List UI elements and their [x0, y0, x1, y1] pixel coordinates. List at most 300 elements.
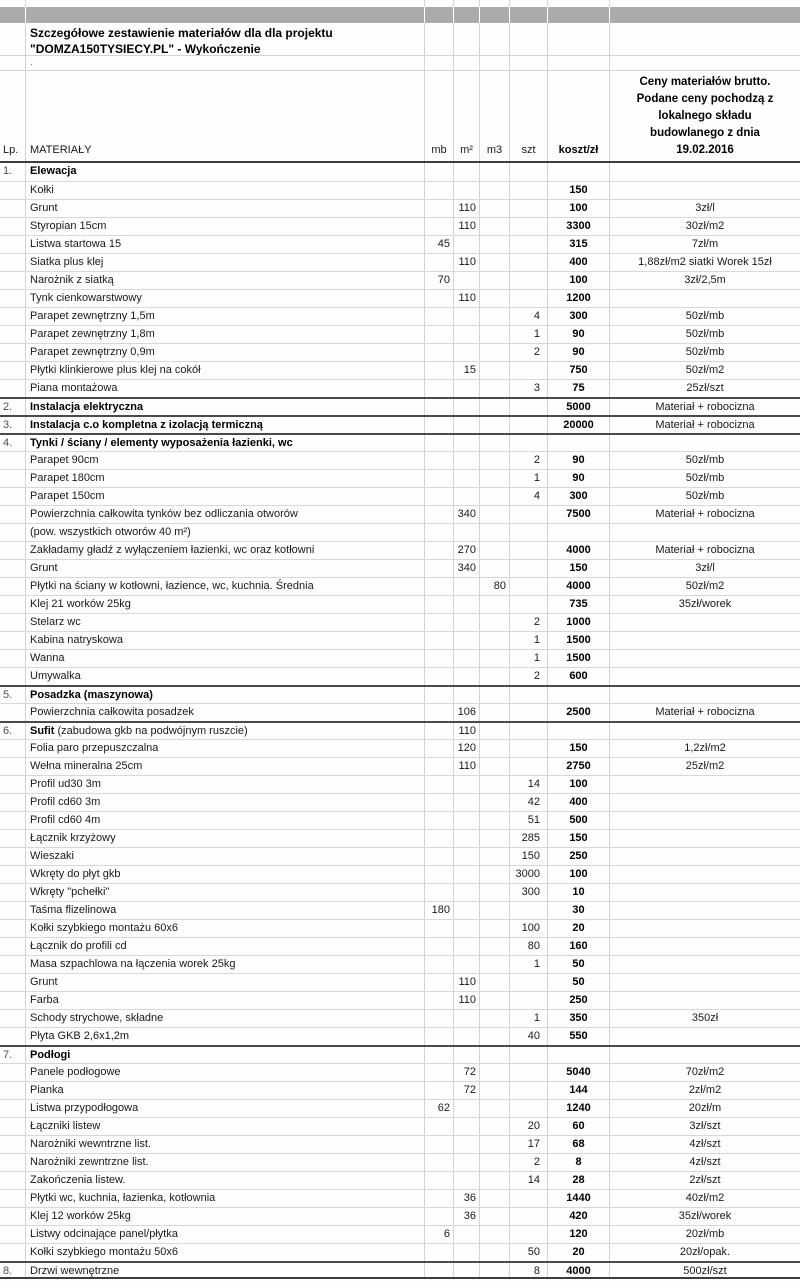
szt-value: 42 [510, 794, 548, 811]
m3-value [480, 163, 510, 181]
material-label: Płytki na ściany w kotłowni, łazience, wc, kuchnia. Średnia [30, 580, 314, 592]
szt-value: 2 [510, 614, 548, 631]
cost-value: 150 [548, 830, 610, 847]
mb-value [425, 1154, 454, 1171]
m3-value [480, 704, 510, 721]
material-name [26, 254, 425, 271]
price-note [610, 812, 800, 829]
mb-value [425, 992, 454, 1009]
price-note [610, 884, 800, 901]
material-name [26, 1226, 425, 1243]
szt-value: 4 [510, 488, 548, 505]
mb-value [425, 956, 454, 973]
m3-value [480, 812, 510, 829]
mb-value [425, 614, 454, 631]
row-number [0, 884, 26, 901]
m3-value [480, 182, 510, 199]
table-row [0, 667, 800, 685]
m2-value [454, 596, 480, 613]
cost-value: 150 [548, 560, 610, 577]
table-row [0, 577, 800, 595]
cost-value: 7500 [548, 506, 610, 523]
mb-value [425, 1082, 454, 1099]
material-name [26, 1028, 425, 1045]
price-note: 50zł/mb [685, 310, 725, 322]
m2-value [454, 1047, 480, 1063]
mb-value [425, 308, 454, 325]
material-label: Grunt [30, 202, 58, 214]
table-row [0, 703, 800, 721]
m3-value [480, 452, 510, 469]
section-row [0, 721, 800, 739]
price-note: 20zł/opak. [679, 1246, 731, 1258]
dot-row [0, 56, 800, 71]
cost-value: 1500 [548, 632, 610, 649]
cost-value [548, 524, 610, 541]
material-name [26, 902, 425, 919]
m2-value [454, 380, 480, 397]
szt-value [510, 687, 548, 703]
m2-value [454, 182, 480, 199]
material-label: Kołki szybkiego montażu 60x6 [30, 922, 178, 934]
m2-value: 340 [454, 506, 480, 523]
m3-value [480, 938, 510, 955]
szt-value [510, 290, 548, 307]
table-row [0, 325, 800, 343]
m3-value [480, 992, 510, 1009]
material-label: Kabina natryskowa [30, 634, 123, 646]
material-name [26, 163, 425, 181]
material-name [26, 236, 425, 253]
row-number [0, 632, 26, 649]
szt-value [510, 435, 548, 451]
material-label: Listwa przypodłogowa [30, 1102, 139, 1114]
m3-value [480, 344, 510, 361]
price-note: Materiał + robocizna [655, 401, 755, 413]
m2-value [454, 435, 480, 451]
row-number [0, 758, 26, 775]
dot-cell: . [26, 56, 425, 70]
table-row [0, 595, 800, 613]
cost-value: 30 [548, 902, 610, 919]
title-row [0, 23, 800, 56]
mb-value [425, 200, 454, 217]
m3-value: 80 [480, 578, 510, 595]
table-row [0, 199, 800, 217]
material-label: Farba [30, 994, 59, 1006]
m2-value [454, 1226, 480, 1243]
cost-value: 90 [548, 470, 610, 487]
m3-value [480, 524, 510, 541]
cost-value: 20000 [548, 417, 610, 433]
price-note: 3zł/l [695, 562, 715, 574]
price-note-line: Podane ceny pochodzą z [636, 93, 774, 105]
mb-value [425, 668, 454, 685]
m3-value [480, 740, 510, 757]
row-number [0, 1226, 26, 1243]
table-row [0, 901, 800, 919]
price-note-header [610, 74, 800, 159]
material-label: Sufit [30, 725, 55, 737]
row-number: 5. [0, 687, 26, 703]
m3-value [480, 596, 510, 613]
mb-value [425, 920, 454, 937]
cost-value: 20 [548, 920, 610, 937]
section-row [0, 397, 800, 415]
mb-value [425, 723, 454, 739]
m3-value [480, 1226, 510, 1243]
szt-value: 2 [510, 668, 548, 685]
mb-value [425, 435, 454, 451]
material-label: Klej 12 worków 25kg [30, 1210, 131, 1222]
cost-value: 100 [548, 272, 610, 289]
price-note: 50zł/m2 [685, 364, 725, 376]
gray-bar-cell [454, 7, 480, 23]
material-label: Wełna mineralna 25cm [30, 760, 143, 772]
material-label: Narożnik z siatką [30, 274, 114, 286]
m2-value [454, 1010, 480, 1027]
m3-value [480, 830, 510, 847]
row-number [0, 848, 26, 865]
strip-cell [610, 0, 800, 7]
title-cell [510, 23, 548, 55]
cost-value: 90 [548, 344, 610, 361]
title-cell [480, 23, 510, 55]
mb-value [425, 506, 454, 523]
cost-value: 100 [548, 200, 610, 217]
m2-value: 340 [454, 560, 480, 577]
material-label: Podłogi [30, 1049, 71, 1061]
price-note [610, 163, 800, 181]
price-note: 4zł/szt [689, 1138, 721, 1150]
m3-value [480, 399, 510, 415]
m2-value [454, 794, 480, 811]
mb-value [425, 848, 454, 865]
m2-value [454, 687, 480, 703]
cost-value: 100 [548, 776, 610, 793]
row-number [0, 974, 26, 991]
material-label: Schody strychowe, składne [30, 1012, 164, 1024]
cost-value: 90 [548, 452, 610, 469]
mb-value [425, 362, 454, 379]
szt-value: 3000 [510, 866, 548, 883]
material-name [26, 866, 425, 883]
m3-value [480, 1010, 510, 1027]
price-note [610, 902, 800, 919]
szt-value: 14 [510, 1172, 548, 1189]
cost-value: 90 [548, 326, 610, 343]
row-number: 7. [0, 1047, 26, 1063]
table-row [0, 1243, 800, 1261]
material-label: Drzwi wewnętrzne [30, 1265, 120, 1277]
row-number [0, 236, 26, 253]
mb-value [425, 884, 454, 901]
szt-value: 100 [510, 920, 548, 937]
table-row [0, 1153, 800, 1171]
material-label: Powierzchnia całkowita tynków bez odliczania otworów [30, 508, 298, 520]
m2-value [454, 417, 480, 433]
szt-value: 51 [510, 812, 548, 829]
table-row [0, 1027, 800, 1045]
szt-value: 50 [510, 1244, 548, 1261]
material-name [26, 992, 425, 1009]
m2-value [454, 1154, 480, 1171]
section-row [0, 163, 800, 181]
cost-value: 1000 [548, 614, 610, 631]
price-note-line: Ceny materiałów brutto. [639, 76, 771, 88]
material-name [26, 1244, 425, 1261]
cost-value: 300 [548, 308, 610, 325]
col-header-mb: mb [425, 71, 454, 161]
szt-value: 2 [510, 452, 548, 469]
szt-value [510, 578, 548, 595]
szt-value: 14 [510, 776, 548, 793]
section-row [0, 1045, 800, 1063]
cost-value: 550 [548, 1028, 610, 1045]
m2-value [454, 236, 480, 253]
price-note: 2zł/szt [689, 1174, 721, 1186]
m2-value [454, 614, 480, 631]
m3-value [480, 974, 510, 991]
m2-value [454, 578, 480, 595]
szt-value [510, 362, 548, 379]
table-row [0, 973, 800, 991]
szt-value [510, 758, 548, 775]
cost-value: 150 [548, 740, 610, 757]
m2-value: 106 [454, 704, 480, 721]
szt-value [510, 506, 548, 523]
table-row [0, 181, 800, 199]
material-name [26, 1118, 425, 1135]
material-name [26, 470, 425, 487]
table-row [0, 1135, 800, 1153]
material-label: Wkręty do płyt gkb [30, 868, 121, 880]
m3-value [480, 1118, 510, 1135]
m3-value [480, 723, 510, 739]
row-number [0, 938, 26, 955]
col-header-szt: szt [510, 71, 548, 161]
material-name [26, 362, 425, 379]
row-number [0, 1172, 26, 1189]
m2-value: 110 [454, 200, 480, 217]
cost-value: 150 [548, 182, 610, 199]
price-note: 4zł/szt [689, 1156, 721, 1168]
material-label: Tynki / ściany / elementy wyposażenia łazienki, wc [30, 437, 293, 449]
price-note [610, 290, 800, 307]
price-note: 50zł/mb [685, 454, 725, 466]
szt-value: 2 [510, 344, 548, 361]
table-row [0, 793, 800, 811]
material-label: Grunt [30, 562, 58, 574]
price-note: Materiał + robocizna [655, 419, 755, 431]
m3-value [480, 254, 510, 271]
price-note [610, 776, 800, 793]
price-note [610, 687, 800, 703]
material-name [26, 417, 425, 433]
title-cell [610, 23, 800, 55]
strip-cell [510, 0, 548, 7]
material-label: Profil cd60 4m [30, 814, 101, 826]
price-note [610, 1047, 800, 1063]
material-name [26, 1047, 425, 1063]
material-label: Parapet zewnętrzny 0,9m [30, 346, 155, 358]
m2-value [454, 1118, 480, 1135]
cost-value: 600 [548, 668, 610, 685]
row-number [0, 812, 26, 829]
strip-cell [0, 0, 26, 7]
mb-value: 6 [425, 1226, 454, 1243]
material-name [26, 848, 425, 865]
cost-value: 68 [548, 1136, 610, 1153]
mb-value [425, 578, 454, 595]
row-number: 3. [0, 417, 26, 433]
cost-value: 8 [548, 1154, 610, 1171]
dot-cell [610, 56, 800, 70]
material-name [26, 758, 425, 775]
szt-value [510, 218, 548, 235]
mb-value [425, 740, 454, 757]
table-row [0, 775, 800, 793]
szt-value [510, 272, 548, 289]
szt-value: 1 [510, 326, 548, 343]
szt-value [510, 1208, 548, 1225]
price-note [610, 723, 800, 739]
material-name [26, 200, 425, 217]
price-note [610, 435, 800, 451]
m2-value [454, 866, 480, 883]
material-label: Pianka [30, 1084, 64, 1096]
szt-value: 8 [510, 1263, 548, 1277]
col-header-koszt: koszt/zł [548, 71, 610, 161]
strip-cell [548, 0, 610, 7]
table-row [0, 289, 800, 307]
table-row [0, 919, 800, 937]
material-name [26, 326, 425, 343]
row-number [0, 1118, 26, 1135]
price-note: 350zł [691, 1012, 719, 1024]
m3-value [480, 417, 510, 433]
material-label: Masa szpachlowa na łączenia worek 25kg [30, 958, 236, 970]
material-label: Listwa startowa 15 [30, 238, 122, 250]
mb-value [425, 1010, 454, 1027]
m2-value [454, 830, 480, 847]
cost-value: 420 [548, 1208, 610, 1225]
m3-value [480, 1190, 510, 1207]
gray-bar-cell [548, 7, 610, 23]
material-label: Płytki klinkierowe plus klej na cokół [30, 364, 201, 376]
material-label: Płytki wc, kuchnia, łazienka, kotłownia [30, 1192, 216, 1204]
mb-value [425, 218, 454, 235]
szt-value: 2 [510, 1154, 548, 1171]
m3-value [480, 488, 510, 505]
gray-bar-cell [425, 7, 454, 23]
szt-value [510, 524, 548, 541]
material-name [26, 1190, 425, 1207]
material-name [26, 308, 425, 325]
material-label: Kołki [30, 184, 54, 196]
cost-value [548, 163, 610, 181]
material-label: (pow. wszystkich otworów 40 m²) [30, 526, 191, 538]
cost-value: 50 [548, 974, 610, 991]
col-header-materials: MATERIAŁY [26, 71, 425, 161]
price-note [610, 614, 800, 631]
m3-value [480, 470, 510, 487]
row-number [0, 542, 26, 559]
table-row [0, 811, 800, 829]
cost-value [548, 435, 610, 451]
material-name [26, 812, 425, 829]
material-label: Styropian 15cm [30, 220, 107, 232]
mb-value [425, 632, 454, 649]
material-name [26, 776, 425, 793]
szt-value [510, 200, 548, 217]
gray-bar-cell [610, 7, 800, 23]
m2-value [454, 470, 480, 487]
m3-value [480, 1064, 510, 1081]
szt-value [510, 542, 548, 559]
table-row [0, 1225, 800, 1243]
price-note [610, 668, 800, 685]
material-name [26, 1100, 425, 1117]
row-number [0, 326, 26, 343]
row-number [0, 1010, 26, 1027]
mb-value [425, 344, 454, 361]
szt-value: 17 [510, 1136, 548, 1153]
row-number: 4. [0, 435, 26, 451]
table-row [0, 361, 800, 379]
row-number [0, 200, 26, 217]
material-name [26, 668, 425, 685]
szt-value [510, 236, 548, 253]
m3-value [480, 236, 510, 253]
mb-value [425, 163, 454, 181]
m2-value: 110 [454, 290, 480, 307]
m2-value [454, 1136, 480, 1153]
table-row [0, 829, 800, 847]
m2-value [454, 488, 480, 505]
material-name [26, 1082, 425, 1099]
price-note [610, 866, 800, 883]
mb-value [425, 1190, 454, 1207]
row-number [0, 344, 26, 361]
szt-value: 1 [510, 650, 548, 667]
szt-value [510, 704, 548, 721]
material-name [26, 723, 425, 739]
row-number [0, 362, 26, 379]
price-note: Materiał + robocizna [655, 544, 755, 556]
m3-value [480, 218, 510, 235]
m3-value [480, 200, 510, 217]
szt-value [510, 1047, 548, 1063]
price-note: 50zł/mb [685, 346, 725, 358]
m3-value [480, 380, 510, 397]
material-label: Posadzka (maszynowa) [30, 689, 153, 701]
cost-value: 750 [548, 362, 610, 379]
material-name [26, 1263, 425, 1277]
price-note: 3zł/l [695, 202, 715, 214]
table-row [0, 1063, 800, 1081]
cost-value: 400 [548, 254, 610, 271]
m2-value: 120 [454, 740, 480, 757]
document-title: Szczegółowe zestawienie materiałów dla dla projektu "DOMZA150TYSIECY.PL" - Wykończenie [26, 23, 425, 55]
szt-value: 3 [510, 380, 548, 397]
mb-value [425, 524, 454, 541]
table-row [0, 451, 800, 469]
row-number [0, 272, 26, 289]
row-number [0, 650, 26, 667]
table-row [0, 1117, 800, 1135]
material-name [26, 956, 425, 973]
